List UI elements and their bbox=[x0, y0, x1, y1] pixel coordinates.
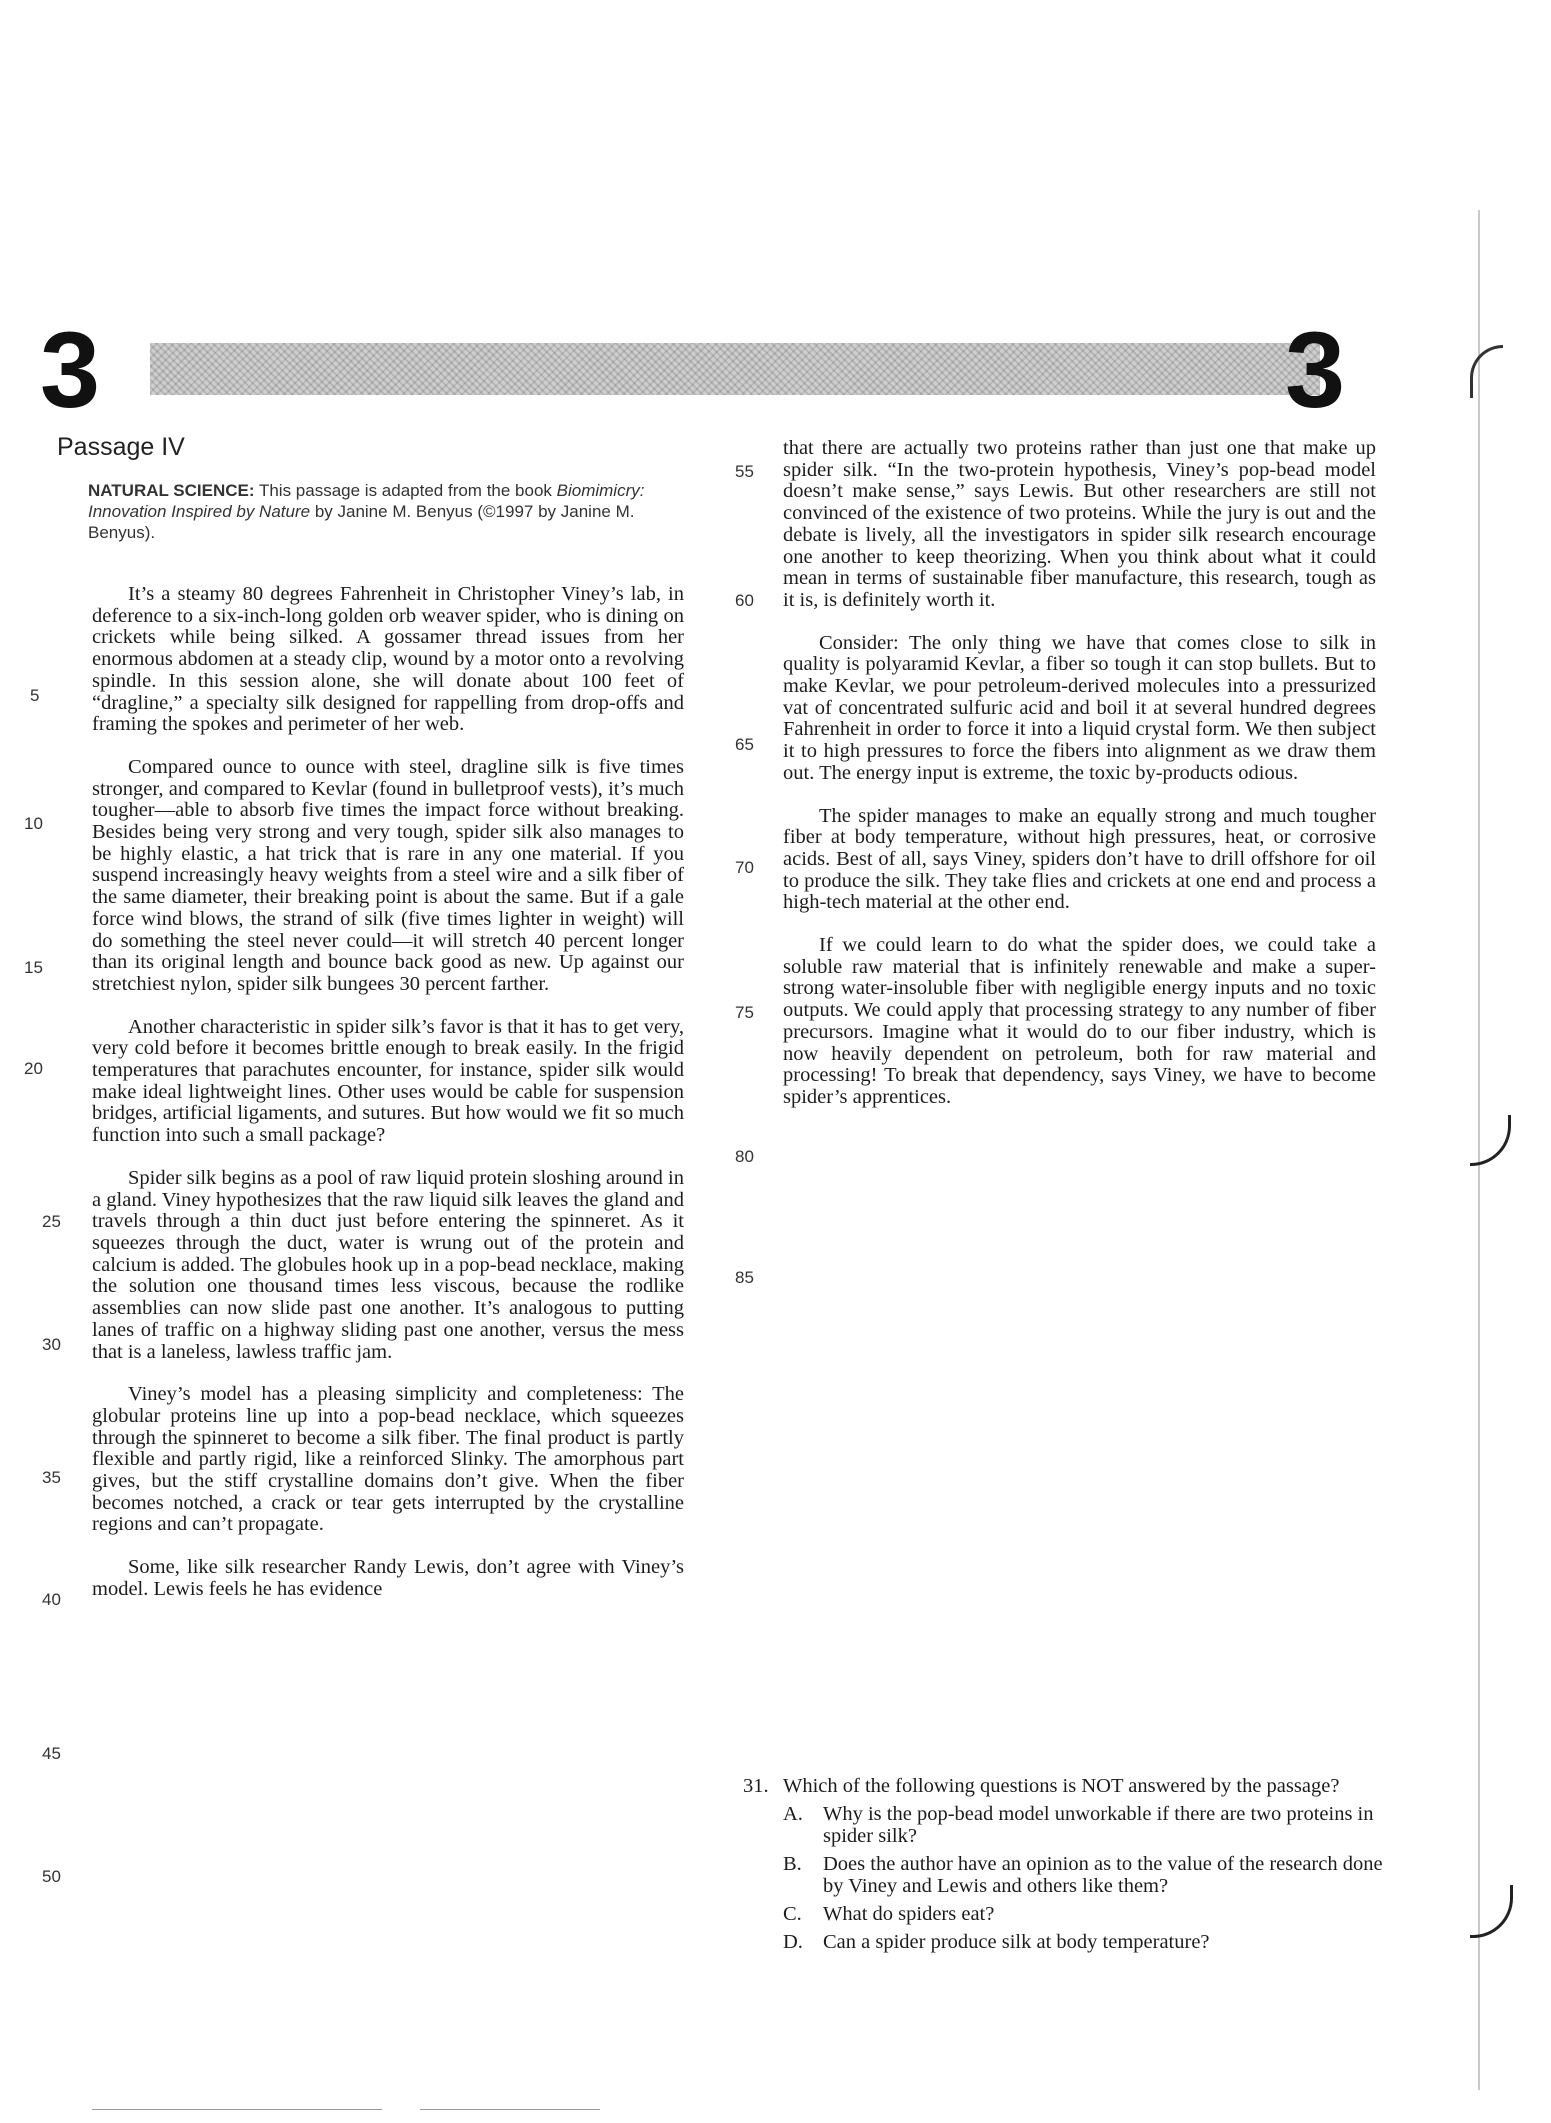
answer-option-c[interactable] bbox=[783, 1903, 1383, 1925]
option-letter: C. bbox=[783, 1903, 802, 1925]
intro-text-after: by Janine M. Benyus (©1997 by Janine M. Benyus). bbox=[88, 502, 635, 542]
option-letter: D. bbox=[783, 1931, 803, 1953]
option-text: Does the author have an opinion as to the value of the research done by Viney and Lewis and others like them? bbox=[823, 1853, 1383, 1897]
line-number: 50 bbox=[42, 1867, 61, 1886]
passage-paragraph: Another characteristic in spider silk’s favor is that it has to get very, very cold before it becomes brittle enough to break easily. In the frigid temperatures that parachutes encounter, for instance, spider silk would make ideal lightweight lines. Other uses would be cable for suspension bridges, artificial ligaments, and sutures. But how would we fit so much function into such a small package? bbox=[92, 1015, 684, 1147]
question-stem bbox=[743, 1775, 1383, 1797]
line-number: 20 bbox=[24, 1059, 43, 1078]
line-number: 10 bbox=[24, 814, 43, 833]
question-31 bbox=[743, 1775, 1383, 1953]
line-number: 30 bbox=[42, 1335, 61, 1354]
section-header-band bbox=[150, 343, 1320, 395]
passage-paragraph: If we could learn to do what the spider does, we could take a soluble raw material that is infinitely renewable and make a super-strong water-insoluble fiber with negligible energy inputs and no toxic outputs. We could apply that processing strategy to any number of fiber precursors. Imagine what it would do to our fiber industry, which is now heavily dependent on petroleum, both for raw material and processing! To break that dependency, says Viney, we have to become spider’s apprentices. bbox=[783, 934, 1376, 1108]
option-letter: A. bbox=[783, 1803, 803, 1825]
footer-rule bbox=[420, 2109, 600, 2110]
line-number: 45 bbox=[42, 1744, 61, 1763]
question-text: Which of the following questions is NOT answered by the passage? bbox=[783, 1775, 1340, 1797]
passage-paragraph: Some, like silk researcher Randy Lewis, don’t agree with Viney’s model. Lewis feels he has evidence bbox=[92, 1556, 684, 1600]
option-text: Why is the pop-bead model unworkable if there are two proteins in spider silk? bbox=[823, 1803, 1374, 1847]
line-number: 80 bbox=[735, 1147, 754, 1166]
line-number: 65 bbox=[735, 735, 754, 754]
passage-paragraph: that there are actually two proteins rather than just one that make up spider silk. “In the two-protein hypothesis, Viney’s pop-bead model doesn’t make sense,” says Lewis. But other researchers are still not convinced of the existence of two proteins. While the jury is out and the debate is lively, all the investigators in spider silk research encourage one another to keep theorizing. When you think about what it could mean in terms of sustainable fiber manufacture, this research, tough as it is, is definitely worth it. bbox=[783, 437, 1376, 611]
binder-ring-mark bbox=[1470, 1115, 1511, 1166]
line-number: 40 bbox=[42, 1590, 61, 1609]
passage-paragraph: Viney’s model has a pleasing simplicity and completeness: The globular proteins line up into a pop-bead necklace, which squeezes through the spinneret to become a silk fiber. The final product is partly flexible and partly rigid, like a reinforced Slinky. The amorphous part gives, but the stiff crystalline domains don’t give. When the fiber becomes notched, a crack or tear gets interrupted by the crystalline regions and can’t propagate. bbox=[92, 1383, 684, 1536]
passage-label: Passage IV bbox=[57, 433, 185, 461]
option-text: Can a spider produce silk at body temperature? bbox=[823, 1931, 1210, 1953]
binder-ring-mark bbox=[1470, 345, 1503, 398]
passage-intro bbox=[88, 480, 688, 543]
answer-option-a[interactable] bbox=[783, 1803, 1383, 1847]
option-letter: B. bbox=[783, 1853, 802, 1875]
passage-paragraph: It’s a steamy 80 degrees Fahrenheit in Christopher Viney’s lab, in deference to a six-inch-long golden orb weaver spider, who is dining on crickets while being silked. A gossamer thread issues from her enormous abdomen at a steady clip, wound by a motor onto a revolving spindle. In this session alone, she will donate about 100 feet of “dragline,” a specialty silk designed for rappelling from drop-offs and framing the spokes and perimeter of her web. bbox=[92, 583, 684, 736]
line-number: 75 bbox=[735, 1003, 754, 1022]
intro-book-title: Biomimicry: Innovation Inspired by Nature bbox=[88, 481, 645, 521]
line-number: 85 bbox=[735, 1268, 754, 1287]
binder-ring-mark bbox=[1470, 1885, 1513, 1938]
passage-paragraph: Consider: The only thing we have that comes close to silk in quality is polyaramid Kevlar, a fiber so tough it can stop bullets. But to make Kevlar, we pour petroleum-derived molecules into a pressurized vat of concentrated sulfuric acid and boil it at several hundred degrees Fahrenheit in order to force it into a liquid crystal form. We then subject it to high pressures to force the fibers into alignment as we draw them out. The energy input is extreme, the toxic by-products odious. bbox=[783, 631, 1376, 784]
footer-rule bbox=[92, 2109, 382, 2110]
question-number: 31. bbox=[743, 1775, 769, 1797]
line-number: 60 bbox=[735, 591, 754, 610]
answer-option-d[interactable] bbox=[783, 1931, 1383, 1953]
line-number: 55 bbox=[735, 462, 754, 481]
answer-option-b[interactable] bbox=[783, 1853, 1383, 1897]
option-text: What do spiders eat? bbox=[823, 1903, 995, 1925]
line-number: 25 bbox=[42, 1212, 61, 1231]
section-number-left: 3 bbox=[40, 309, 101, 430]
line-number: 15 bbox=[24, 958, 43, 977]
passage-paragraph: Compared ounce to ounce with steel, dragline silk is five times stronger, and compared to Kevlar (found in bulletproof vests), it’s much tougher—able to absorb five times the impact force without breaking. Besides being very strong and very tough, spider silk also manages to be highly elastic, a hat trick that is rare in any one material. If you suspend increasingly heavy weights from a steel wire and a silk fiber of the same diameter, their breaking point is about the same. But if a gale force wind blows, the strand of silk (five times lighter in weight) will do something the steel never could—it will stretch 40 percent longer than its original length and bounce back good as new. Up against our stretchiest nylon, spider silk bungees 30 percent farther. bbox=[92, 755, 684, 995]
line-number: 35 bbox=[42, 1468, 61, 1487]
line-number: 5 bbox=[30, 686, 40, 705]
passage-right-column bbox=[783, 438, 1376, 1130]
passage-paragraph: The spider manages to make an equally strong and much tougher fiber at body temperature, without high pressures, heat, or corrosive acids. Best of all, says Viney, spiders don’t have to drill offshore for oil to produce the silk. They take flies and crickets at one end and process a high-tech material at the other end. bbox=[783, 804, 1376, 914]
intro-label: NATURAL SCIENCE: bbox=[88, 481, 255, 500]
line-number: 70 bbox=[735, 858, 754, 877]
passage-paragraph: Spider silk begins as a pool of raw liquid protein sloshing around in a gland. Viney hypothesizes that the raw liquid silk leaves the gland and travels through a thin duct just before entering the spinneret. As it squeezes through the duct, water is wrung out of the protein and calcium is added. The globules hook up in a pop-bead necklace, making the solution one thousand times less viscous, because the rodlike assemblies can now slide past one another. It’s analogous to putting lanes of traffic on a highway sliding past one another, versus the mess that is a laneless, lawless traffic jam. bbox=[92, 1166, 684, 1363]
passage-left-column bbox=[92, 584, 684, 1622]
intro-text-before: This passage is adapted from the book bbox=[254, 481, 557, 500]
section-number-right: 3 bbox=[1285, 309, 1346, 430]
